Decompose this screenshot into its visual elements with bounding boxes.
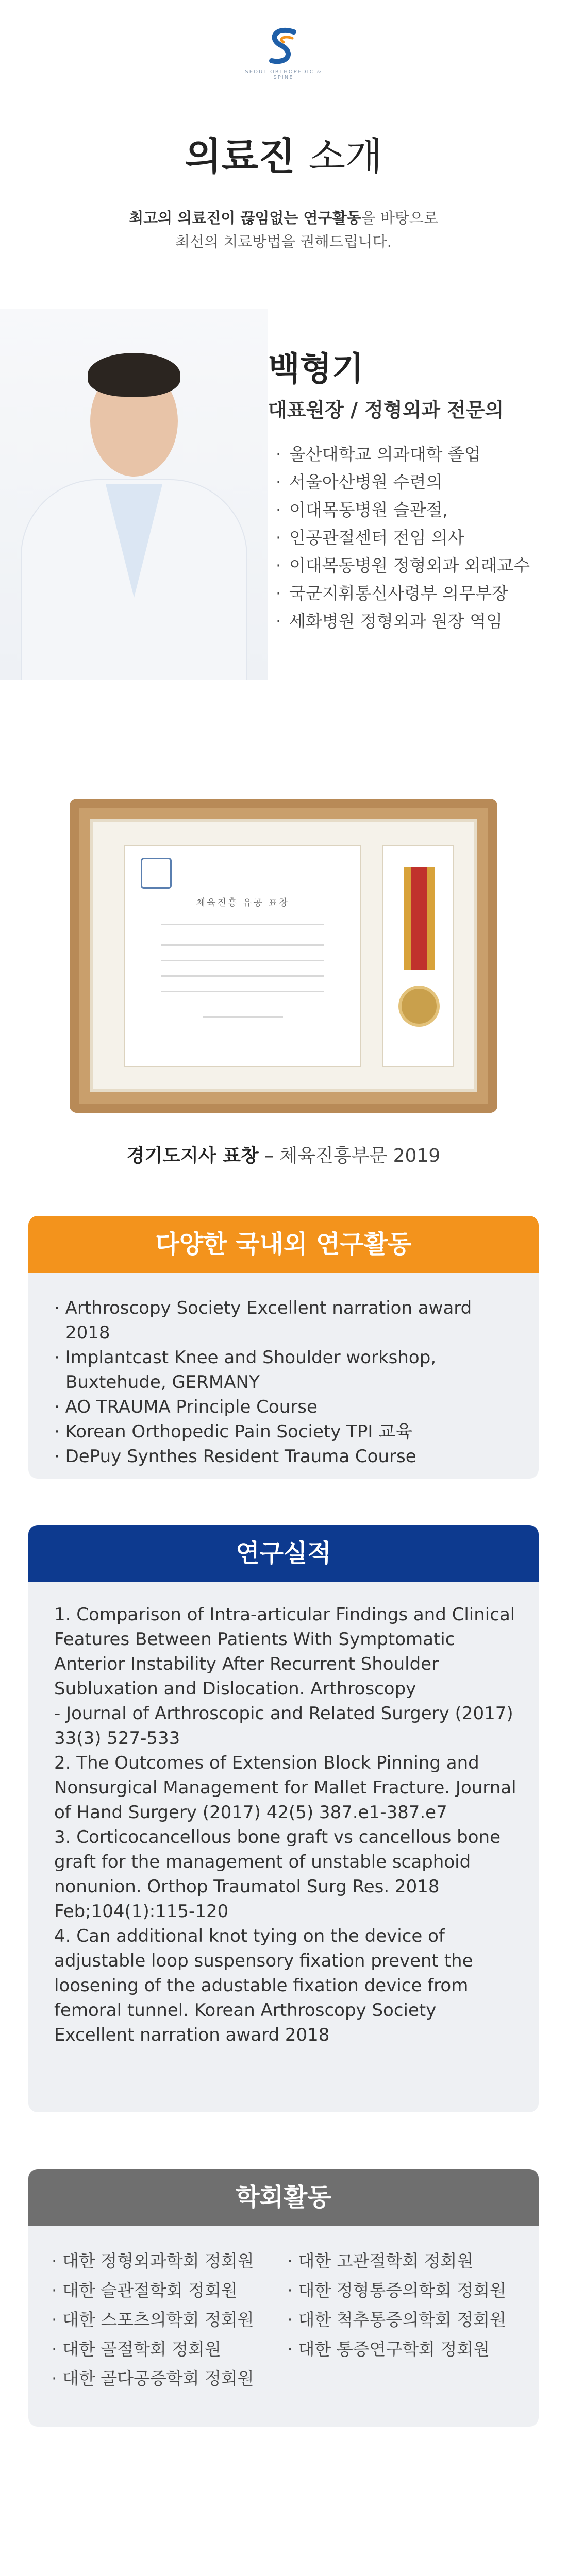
seal-icon — [141, 858, 172, 889]
research-item: 2. The Outcomes of Extension Block Pinning and Nonsurgical Management for Mallet Fracture. Journal of Hand Surgery (2017) 42(5) 387.e1-387.e7 — [54, 1753, 516, 1823]
list-item: · Arthroscopy Society Excellent narration award 2018 — [54, 1298, 472, 1343]
society-item: · 대한 골다공증학회 정회원 — [52, 2364, 288, 2393]
career-item: · 이대목동병원 슬관절, — [276, 496, 530, 524]
doctor1-role: 대표원장 / 정형외과 전문의 — [268, 399, 504, 421]
activities-header: 다양한 국내외 연구활동 — [28, 1216, 539, 1273]
award-caption: 경기도지사 표창 – 체육진흥부문 2019 — [126, 1145, 441, 1166]
society-header: 학회활동 — [28, 2169, 539, 2226]
doctor1-photo — [0, 309, 268, 680]
list-item: · AO TRAUMA Principle Course — [54, 1397, 318, 1417]
society-item: · 대한 스포츠의학회 정회원 — [52, 2305, 288, 2334]
research-header: 연구실적 — [28, 1525, 539, 1582]
society-item: · 대한 정형외과학회 정회원 — [52, 2246, 288, 2276]
research-item: 1. Comparison of Intra-articular Findings and Clinical Features Between Patients With Symptomatic Anterior Instability After Recurrent Shoulder Subluxation and Dislocation. Arthroscopy — [54, 1604, 515, 1699]
society-body — [28, 2226, 539, 2427]
list-item: · Implantcast Knee and Shoulder workshop, Buxtehude, GERMANY — [54, 1347, 437, 1393]
page-title: 의료진 소개 — [185, 134, 382, 179]
page-intro: 최고의 의료진이 끊임없는 연구활동을 바탕으로 최선의 치료방법을 권해드립니다. — [129, 209, 438, 250]
doctor1-career-list — [276, 440, 530, 635]
career-item: · 국군지휘통신사령부 의무부장 — [276, 580, 530, 607]
brand-logo — [242, 26, 325, 82]
society-item: · 대한 고관절학회 정회원 — [288, 2246, 524, 2276]
society-item: · 대한 슬관절학회 정회원 — [52, 2276, 288, 2305]
research-item: - Journal of Arthroscopic and Related Surgery (2017) 33(3) 527-533 — [54, 1703, 513, 1749]
society-item: · 대한 통증연구학회 정회원 — [288, 2334, 524, 2364]
career-item: · 이대목동병원 정형외과 외래교수 — [276, 552, 530, 580]
list-item: · DePuy Synthes Resident Trauma Course — [54, 1446, 416, 1467]
research-body — [28, 1582, 539, 2112]
career-item: · 인공관절센터 전임 의사 — [276, 524, 530, 552]
research-item: 4. Can additional knot tying on the device of adjustable loop suspensory fixation prevent the loosening of the adustable fixation device from femoral tunnel. Korean Arthroscopy Society Excellent narration award 2018 — [54, 1926, 473, 2045]
award-frame-image — [70, 799, 497, 1113]
medal-icon — [398, 986, 440, 1027]
career-item: · 세화병원 정형외과 원장 역임 — [276, 607, 530, 635]
society-item: · 대한 정형통증의학회 정회원 — [288, 2276, 524, 2305]
career-item: · 울산대학교 의과대학 졸업 — [276, 440, 530, 468]
career-item: · 서울아산병원 수련의 — [276, 468, 530, 496]
logo-tagline: SEOUL ORTHOPEDIC & SPINE — [245, 69, 322, 80]
ribbon-icon — [404, 867, 435, 970]
list-item: · Korean Orthopedic Pain Society TPI 교육 — [54, 1421, 412, 1442]
logo-mark-icon — [265, 26, 302, 67]
society-item: · 대한 척추통증의학회 정회원 — [288, 2305, 524, 2334]
certificate: 체육진흥 유공 표창 — [124, 845, 361, 1067]
doctor1-name: 백형기 — [268, 350, 364, 388]
society-item: · 대한 골절학회 정회원 — [52, 2334, 288, 2364]
research-item: 3. Corticocancellous bone graft vs cancellous bone graft for the management of unstable scaphoid nonunion. Orthop Traumatol Surg Res. 2018 Feb;104(1):115-120 — [54, 1827, 501, 1922]
activities-body — [28, 1273, 539, 1479]
medal — [382, 845, 454, 1067]
